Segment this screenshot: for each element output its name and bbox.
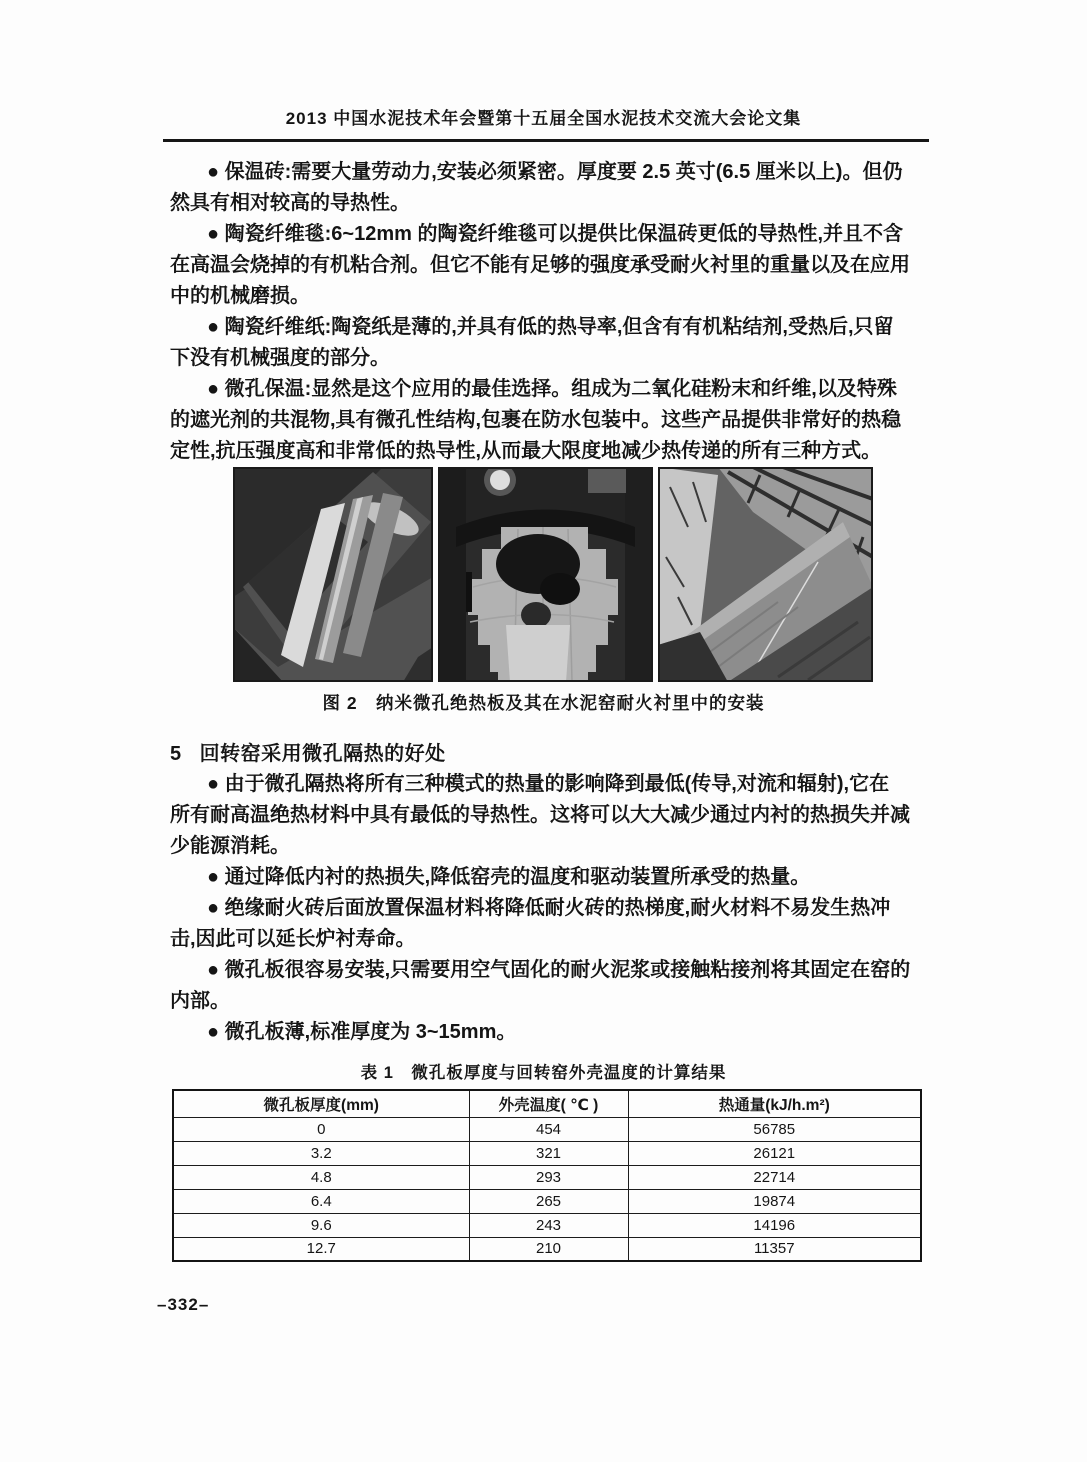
table-header-row: [173, 1090, 921, 1117]
paragraph-line: ● 微孔保温:显然是这个应用的最佳选择。组成为二氧化硅粉末和纤维,以及特殊: [207, 378, 897, 400]
paragraph-line: ● 陶瓷纤维毯:6~12mm 的陶瓷纤维毯可以提供比保温砖更低的导热性,并且不含: [207, 223, 904, 245]
paragraph-line: 少能源消耗。: [170, 835, 290, 857]
paragraph-line: 的遮光剂的共混物,具有微孔性结构,包裹在防水包装中。这些产品提供非常好的热稳: [170, 409, 902, 431]
table-cell: 56785: [628, 1117, 921, 1141]
table-row: [173, 1237, 921, 1261]
photo-kiln-lining-installation: [438, 467, 653, 682]
table-cell: 321: [469, 1141, 628, 1165]
paragraph-line: 在高温会烧掉的有机粘合剂。但它不能有足够的强度承受耐火衬里的重量以及在应用: [170, 254, 910, 276]
paragraph-line: 下没有机械强度的部分。: [170, 347, 390, 369]
table-cell: 293: [469, 1165, 628, 1189]
table-row: [173, 1165, 921, 1189]
table-cell: 14196: [628, 1213, 921, 1237]
paragraph-line: 击,因此可以延长炉衬寿命。: [170, 928, 416, 950]
table-cell: 4.8: [173, 1165, 469, 1189]
table-header-cell: 外壳温度( ℃ ): [469, 1090, 628, 1117]
page-number: –332–: [157, 1295, 210, 1314]
photo-microporous-boards: [233, 467, 433, 682]
paragraph-line: 所有耐高温绝热材料中具有最低的导热性。这将可以大大减少通过内衬的热损失并减: [170, 804, 910, 826]
table-cell: 11357: [628, 1237, 921, 1261]
section-5-heading: [170, 737, 446, 766]
figure-2-caption: 图 2 纳米微孔绝热板及其在水泥窑耐火衬里中的安装: [322, 693, 765, 713]
header-rule: [163, 139, 929, 142]
table-cell: 265: [469, 1189, 628, 1213]
photo-brick-lining-with-panels: [658, 467, 873, 682]
paragraph-line: 内部。: [170, 990, 230, 1012]
paragraph-line: ● 由于微孔隔热将所有三种模式的热量的影响降到最低(传导,对流和辐射),它在: [207, 773, 890, 795]
table-cell: 12.7: [173, 1237, 469, 1261]
benefits-paragraphs: [170, 769, 927, 1048]
table-cell: 243: [469, 1213, 628, 1237]
paragraph-line: 定性,抗压强度高和非常低的热导性,从而最大限度地减少热传递的所有三种方式。: [170, 440, 882, 462]
table-header-cell: 微孔板厚度(mm): [173, 1090, 469, 1117]
results-table: [172, 1089, 922, 1262]
table-cell: 22714: [628, 1165, 921, 1189]
materials-paragraphs: [170, 157, 927, 467]
table-cell: 3.2: [173, 1141, 469, 1165]
paragraph-line: ● 微孔板很容易安装,只需要用空气固化的耐火泥浆或接触粘接剂将其固定在窑的: [207, 959, 911, 981]
paragraph-line: ● 陶瓷纤维纸:陶瓷纸是薄的,并具有低的热导率,但含有有机粘结剂,受热后,只留: [207, 316, 894, 338]
table-1-title: 表 1 微孔板厚度与回转窑外壳温度的计算结果: [360, 1064, 727, 1082]
table-row: [173, 1117, 921, 1141]
table-cell: 9.6: [173, 1213, 469, 1237]
paragraph-line: ● 微孔板薄,标准厚度为 3~15mm。: [207, 1021, 517, 1043]
paragraph-line: ● 绝缘耐火砖后面放置保温材料将降低耐火砖的热梯度,耐火材料不易发生热冲: [207, 897, 891, 919]
paragraph-line: 然具有相对较高的导热性。: [170, 192, 410, 214]
paragraph-line: ● 保温砖:需要大量劳动力,安装必须紧密。厚度要 2.5 英寸(6.5 厘米以上)。但仍: [207, 161, 903, 183]
table-row: [173, 1141, 921, 1165]
table-header-cell: 热通量(kJ/h.m²): [628, 1090, 921, 1117]
table-cell: 6.4: [173, 1189, 469, 1213]
table-row: [173, 1213, 921, 1237]
table-cell: 19874: [628, 1189, 921, 1213]
paragraph-line: 中的机械磨损。: [170, 285, 310, 307]
table-row: [173, 1189, 921, 1213]
table-cell: 454: [469, 1117, 628, 1141]
table-cell: 26121: [628, 1141, 921, 1165]
table-cell: 210: [469, 1237, 628, 1261]
section-number: 5: [170, 743, 182, 765]
paragraph-line: ● 通过降低内衬的热损失,降低窑壳的温度和驱动装置所承受的热量。: [207, 866, 811, 888]
section-title: 回转窑采用微孔隔热的好处: [199, 743, 446, 765]
table-cell: 0: [173, 1117, 469, 1141]
figure-2-photos: [233, 467, 873, 682]
proceedings-header-title: 2013 中国水泥技术年会暨第十五届全国水泥技术交流大会论文集: [285, 109, 802, 128]
